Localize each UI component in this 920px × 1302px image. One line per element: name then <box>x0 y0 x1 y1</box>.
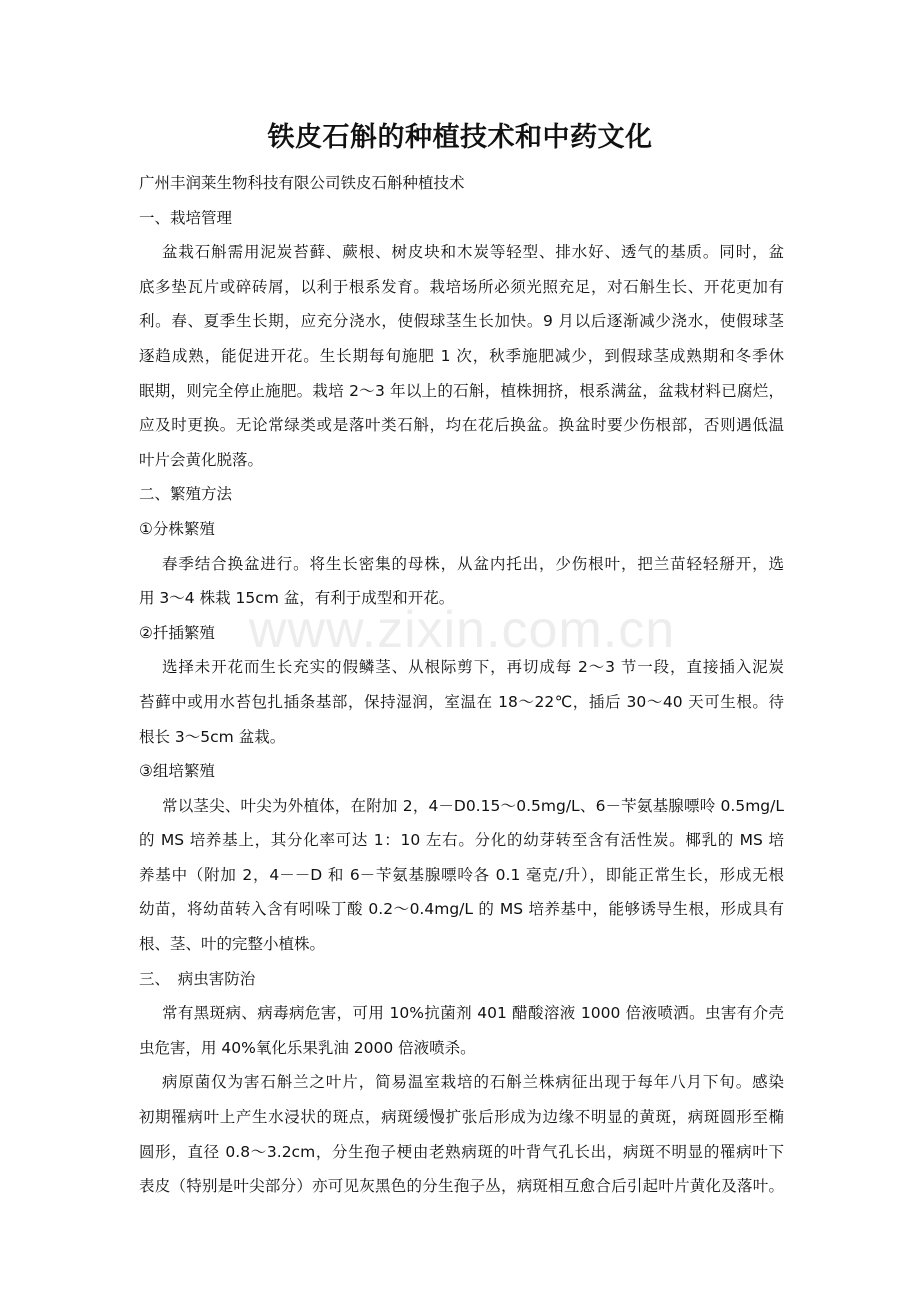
subsection-heading-tissue-culture: ③组培繁殖 <box>139 762 215 781</box>
paragraph-line: 病原菌仅为害石斛兰之叶片，简易温室栽培的石斛兰株病征出现于每年八月下旬。感染 <box>162 1073 784 1092</box>
paragraph-line: 应及时更换。无论常绿类或是落叶类石斛，均在花后换盆。换盆时要少伤根部，否则遇低温 <box>139 416 784 435</box>
watermark: www.zixin.com.cn <box>248 601 676 659</box>
paragraph-pest-control-1 <box>139 998 784 1064</box>
paragraph-line: 苔藓中或用水苔包扎插条基部，保持湿润，室温在 18～22℃，插后 30～40 天可生根。待 <box>139 692 784 711</box>
subsection-heading-cutting: ②扦插繁殖 <box>139 623 215 642</box>
paragraph-line: 眠期，则完全停止施肥。栽培 2～3 年以上的石斛，植株拥挤，根系满盆，盆栽材料已腐烂， <box>139 381 784 400</box>
document-title: 铁皮石斛的种植技术和中药文化 <box>267 122 653 153</box>
paragraph-line: 春季结合换盆进行。将生长密集的母株，从盆内托出，少伤根叶，把兰苗轻轻掰开，选 <box>162 554 784 573</box>
paragraph-line: 利。春、夏季生长期，应充分浇水，使假球茎生长加快。9 月以后逐渐减少浇水，使假球茎 <box>139 312 784 331</box>
paragraph-line: 表皮（特别是叶尖部分）亦可见灰黑色的分生孢子丛，病斑相互愈合后引起叶片黄化及落叶。 <box>139 1177 784 1196</box>
paragraph-line: 常有黑斑病、病毒病危害，可用 10%抗菌剂 401 醋酸溶液 1000 倍液喷洒。虫害有介壳 <box>162 1004 784 1023</box>
section-heading-cultivation: 一、栽培管理 <box>139 208 233 227</box>
section-heading-pest-control: 三、 病虫害防治 <box>139 969 256 988</box>
section-heading-propagation: 二、繁殖方法 <box>139 485 233 504</box>
paragraph-line: 根长 3～5cm 盆栽。 <box>139 727 286 746</box>
paragraph-cutting <box>139 652 784 752</box>
paragraph-pest-control-2 <box>139 1067 784 1202</box>
subsection-heading-division: ①分株繁殖 <box>139 519 215 538</box>
paragraph-line: 的 MS 培养基上，其分化率可达 1：10 左右。分化的幼芽转至含有活性炭。椰乳的 MS 培 <box>139 831 784 850</box>
paragraph-division <box>139 549 784 615</box>
paragraph-line: 常以茎尖、叶尖为外植体，在附加 2，4－D0.15～0.5mg/L、6－苄氨基腺嘌呤 0.5mg/L <box>162 796 784 815</box>
paragraph-line: 幼苗，将幼苗转入含有吲哚丁酸 0.2～0.4mg/L 的 MS 培养基中，能够诱导生根，形成具有 <box>139 900 784 919</box>
paragraph-line: 虫危害，用 40%氧化乐果乳油 2000 倍液喷杀。 <box>139 1038 476 1057</box>
paragraph-tissue-culture <box>139 791 784 960</box>
paragraph-line: 叶片会黄化脱落。 <box>139 450 264 469</box>
paragraph-line: 用 3～4 株栽 15cm 盆，有利于成型和开花。 <box>139 589 455 608</box>
paragraph-line: 圆形，直径 0.8～3.2cm，分生孢子梗由老熟病斑的叶背气孔长出，病斑不明显的罹病叶下 <box>139 1142 784 1161</box>
paragraph-line: 盆栽石斛需用泥炭苔藓、蕨根、树皮块和木炭等轻型、排水好、透气的基质。同时，盆 <box>162 243 784 262</box>
paragraph-cultivation <box>139 237 784 476</box>
paragraph-line: 选择未开花而生长充实的假鳞茎、从根际剪下，再切成每 2～3 节一段，直接插入泥炭 <box>162 658 784 677</box>
paragraph-line: 根、茎、叶的完整小植株。 <box>139 935 326 954</box>
document-body <box>139 168 784 1206</box>
paragraph-line: 逐趋成熟，能促进开花。生长期每旬施肥 1 次，秋季施肥减少，到假球茎成熟期和冬季休 <box>139 346 784 365</box>
document-subtitle: 广州丰润莱生物科技有限公司铁皮石斛种植技术 <box>139 174 465 192</box>
paragraph-line: 初期罹病叶上产生水浸状的斑点，病斑缓慢扩张后形成为边缘不明显的黄斑，病斑圆形至椭 <box>139 1108 784 1127</box>
paragraph-line: 底多垫瓦片或碎砖屑，以利于根系发育。栽培场所必须光照充足，对石斛生长、开花更加有 <box>139 277 784 296</box>
paragraph-line: 养基中（附加 2，4－－D 和 6－苄氨基腺嘌呤各 0.1 毫克/升），即能正常生长，形成无根 <box>139 865 784 884</box>
